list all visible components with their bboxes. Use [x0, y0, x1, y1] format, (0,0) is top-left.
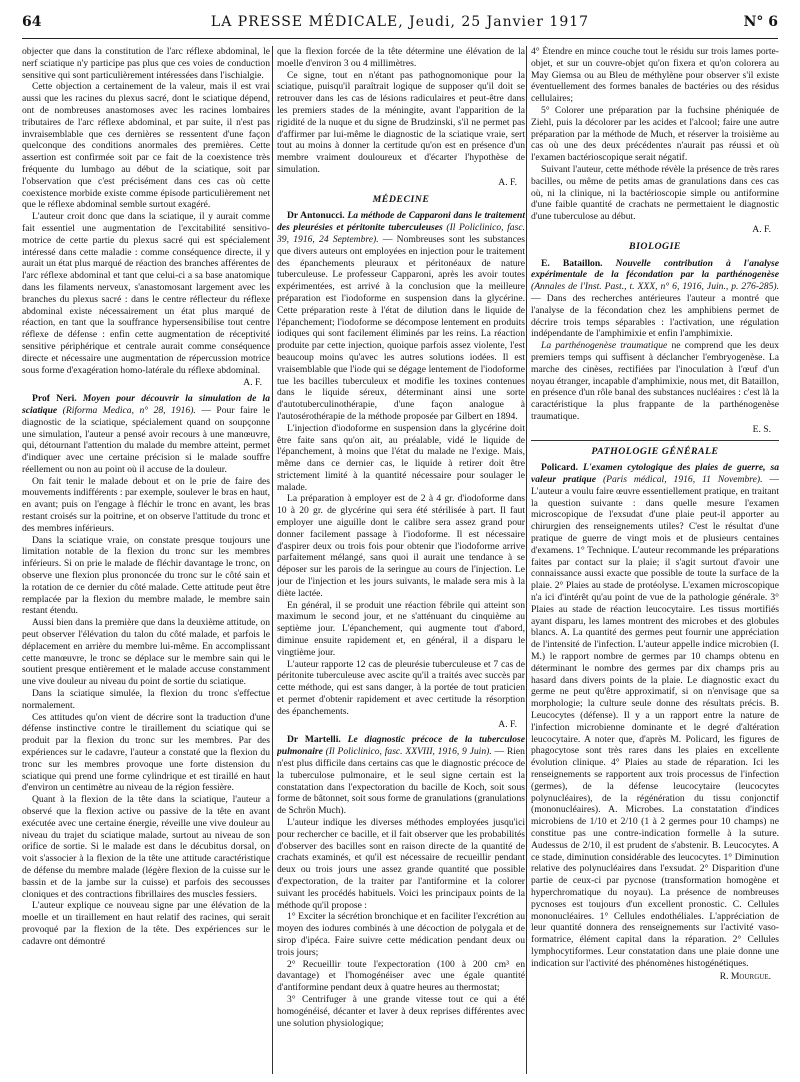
entry-text: — Dans des recherches antérieures l'auteur a montré que l'analyse de la fécondation chez les amphibiens permet de décrire trois temps séparables : l'activation, une régulation indépendante de l'amphimixie et enfin l'amphimixie. — [531, 292, 779, 340]
paragraph: On fait tenir le malade debout et on le prie de faire des mouvements indifférents : par exemple, soulever le bras en haut, en avant; puis on l'engage à fléchir le tronc en avant, les bras restant croisés sur la poitrine, et on observe l'attitude du tronc et des membres inférieurs. — [22, 475, 270, 534]
journal-title: LA PRESSE MÉDICALE, Jeudi, 25 Janvier 1917 — [210, 14, 590, 30]
page-header — [22, 0, 778, 44]
paragraph: 1° Exciter la sécrétion bronchique et en faciliter l'excrétion au moyen des iodures combinés à une décoction de polygala et de sirop d'ipéca. Faire suivre cette médication pendant deux ou trois jours; — [277, 911, 525, 958]
entry-author: Dr Martelli. — [287, 734, 341, 746]
review-entry-neri — [22, 393, 270, 476]
column-divider — [272, 46, 273, 1074]
paragraph: Dans la sciatique simulée, la flexion du tronc s'effectue normalement. — [22, 688, 270, 711]
paragraph: Ce signe, tout en n'étant pas pathognomonique pour la sciatique, puisqu'il paraîtrait logique de supposer qu'il doit se retrouver dans les cas de lésions radiculaires et peut-être dans les premiers stades de la méningite, avant l'apparition de la rigidité de la nuque et du signe de Brudzinski, s'il ne permet pas d'affirmer par lui-même le diagnostic de la sciatique vraie, sert tout au moins à donner la certitude qu'on est en présence d'un membre vraiment douloureux et d'écarter l'hypothèse de simulation. — [277, 69, 525, 175]
entry-text: — Nombreuses sont les substances que divers auteurs ont employées en injection pour le traitement des épanchements pleuraux et péritonéaux de nature tuberculeuse. Le professeur Capparoni, après les avoir toutes expérimentées, est arrivé à la conclusion que la meilleure préparation est l'iodoforme en suspension dans la glycérine. Cette préparation reste à l'état de dilution dans le liquide de l'épanchement; l'iodoforme se décompose lentement en produits iodiques qui sont facilement éliminés par les reins. La réaction produite par cette injection, quoique parfois assez violente, l'est beaucoup moins qu'avec les autres solutions iodées. Il est vraisemblable que l'iode qui se dégage lentement de l'iodoforme tue les bacilles tuberculeux et modifie les toxines contenues dans le liquide séreux, déterminant ainsi une sorte d'autotuberculinothérapie, d'une façon analogue à l'autosérothérapie de la méthode proposée par Gilbert en 1894. — [277, 233, 525, 422]
page-number: 64 — [22, 14, 42, 30]
paragraph: L'auteur croit donc que dans la sciatique, il y aurait comme fait essentiel une augmentation de l'excitabilité sensitivo-motrice de cette partie du plexus sacré qui est spécialement intéressé dans cette maladie : comme conséquence directe, il y aurait un état plus marqué de réaction des branches afférentes de l'arc réflexe abdominal et tant que celui-ci a sa base anatomique dans les filaments nerveux, s'anastomosant largement avec les branches du plexus sacré : dans le centre réflecteur du réflexe abdominal existe nécessairement un état plus marqué de réaction, en tant que la souffrance hypersensibilise tout centre réflexe de défense : enfin cette augmentation de réceptivité sensitive périphérique et centrale aurait comme conséquence directe et nécessaire une augmentation de répercussion motrice sous forme d'exagération homo-latérale du réflexe abdominal. — [22, 211, 270, 376]
paragraph: Aussi bien dans la première que dans la deuxième attitude, on peut observer l'élévation du talon du côté malade, et parfois le déplacement en arrière du membre lui-même. En accomplissant cette manœuvre, le tronc se déplace sur le membre sain qui le soutient presque entièrement et le malade accuse constamment une vive douleur au niveau du point de sortie du sciatique. — [22, 617, 270, 688]
entry-source: (Riforma Medica, n° 28, 1916). — [62, 404, 196, 416]
review-entry-bataillon — [531, 258, 779, 341]
entry-source: (Il Policlinico, fasc. 39, 1916, 24 Septembre). — [277, 222, 525, 245]
header-rule — [22, 38, 778, 39]
paragraph: 4° Étendre en mince couche tout le résidu sur trois lames porte-objet, et sur un couvre-objet qu'on fixera et qu'on colorera au May Giemsa ou au Bleu de méthylène pour observer s'il existe éventuellement des formes banales de bactéries ou des résidus cellulaires; — [531, 46, 779, 105]
paragraph: 2° Recueillir toute l'expectoration (100 à 200 cm³ en davantage) et l'homogénéiser avec une égale quantité d'antiformine pendant deux à quatre heures au thermostat; — [277, 958, 525, 994]
entry-author: Dr Antonucci. — [287, 210, 345, 222]
signature: E. S. — [752, 423, 771, 435]
paragraph: Quant à la flexion de la tête dans la sciatique, l'auteur a observé que la flexion active ou passive de la tête en avant exécutée avec une certaine énergie, réveille une vive douleur au niveau du trajet du sciatique malade, surtout au niveau de son orifice de sortie. Si le malade est dans le décubitus dorsal, on voit s'associer à la flexion de la tête une attitude caractéristique de défense du membre malade (légère flexion de la cuisse sur le bassin et de la jambe sur la cuisse) et parfois des secousses cloniques et des contractions fibrillaires des muscles fessiers. — [22, 794, 270, 900]
paragraph-text: ne comprend que les deux premiers temps qui suffisent à déclancher l'embryogenèse. La marche des cinèses, rectifiées par l'inoculation à l'œuf d'un noyau étranger, incapable d'amphimixie, nous met, dit Bataillon, en présence d'un rôle banal des substances nucléaires : c'est là la caractéristique la plus frappante de la parthénogenèse traumatique. — [531, 340, 779, 422]
column-1 — [22, 46, 270, 1074]
entry-text: — Rien n'est plus difficile dans certains cas que le diagnostic précoce de la tuberculose pulmonaire, et le seul signe certain est la constatation dans l'expectoration du bacille de Koch, soit sous forme de bâtonnet, soit sous forme de granulations (granulations de Schrön Much). — [277, 746, 525, 817]
entry-source: (Annales de l'Inst. Past., t. XXX, n° 6, 1916, Juin., p. 276-285). — [531, 281, 779, 293]
section-heading-biologie: BIOLOGIE — [629, 240, 681, 252]
signature: R. Mourgue. — [719, 970, 771, 982]
section-rule — [531, 440, 779, 441]
issue-number: N° 6 — [743, 14, 778, 30]
paragraph: 5° Colorer une préparation par la fuchsine phéniquée de Ziehl, puis la décolorer par les acides et l'alcool; faire une autre préparation par la méthode de Much, et réserver la troisième au cas où une des deux précédentes n'aurait pas réussi et où l'examen bactérioscopique serait négatif. — [531, 104, 779, 164]
signature: A. F. — [752, 223, 771, 235]
paragraph: Dans la sciatique vraie, on constate presque toujours une limitation notable de la flexion du tronc sur les membres inférieurs. Si on prie le malade de fléchir davantage le tronc, on observe une flexion plus prononcée du tronc sur le côté sain et la rotation de ce dernier du côté malade. Cette attitude peut être remplacée par la flexion du membre malade, le membre sain restant étendu. — [22, 534, 270, 617]
paragraph: L'auteur rapporte 12 cas de pleurésie tuberculeuse et 7 cas de péritonite tuberculeuse avec ascite qu'il a traités avec succès par cette méthode, qui est sans danger, à la portée de tout praticien et permet d'obtenir rapidement et avec certitude la résorption des épanchements. — [277, 658, 525, 717]
signature: A. F. — [498, 718, 517, 730]
paragraph: L'injection d'iodoforme en suspension dans la glycérine doit être faite sans qu'on ait, au préalable, vidé le liquide de l'épanchement, à moins que l'état du malade ne l'exige. Mais, même dans ce dernier cas, le liquide à retirer doit être strictement limité à la quantité nécessaire pour soulager le malade. — [277, 422, 525, 493]
paragraph: En général, il se produit une réaction fébrile qui atteint son maximum le second jour, et ne s'atténuant du cinquième au septième jour. L'épanchement, qui augmente tout d'abord, diminue ensuite rapidement et, en général, il a disparu le vingtième jour. — [277, 599, 525, 658]
entry-title: L'examen cytologique des plaies de guerre, sa valeur pratique — [531, 462, 779, 486]
entry-text: — Pour faire le diagnostic de la sciatique, spécialement quand on soupçonne une simulation, l'auteur a pensé avoir recours à une manœuvre, qui, détournant l'attention du malade du membre atteint, permet d'indiquer avec une certaine précision si le malade souffre réellement ou non au point où il accuse de la douleur. — [22, 404, 270, 475]
column-2 — [277, 46, 525, 1074]
entry-author: Prof Neri. — [32, 393, 77, 405]
entry-text: — L'auteur a voulu faire œuvre essentiellement pratique, en traitant la question suivante : dans quelle mesure l'examen microscopique de l'exsudat d'une plaie peut-il apporter au chirurgien des renseignements utiles? C'est le résultat d'une pratique de guerre de vingt mois et de plusieurs centaines d'examens. 1° Technique. L'auteur recommande les préparations faites par contact sur la plaie; il s'agit surtout d'avoir une connaissance aussi exacte que possible de toute la surface de la plaie. 2° Plaies au stade de protéolyse. L'examen microscopique n'a ici d'intérêt qu'au point de vue de la pathologie générale. 3° Plaies au stade de réaction leucocytaire. Les tissus mortifiés ayant disparu, les lames montrent des microbes et des globules blancs. A. La quantité des germes peut fournir une appréciation de l'intensité de l'infection. L'auteur appelle indice microbien (I. M.) le rapport nombre de germes par 10 champs obtenu en déterminant le nombre des germes par dix champs pris au hasard dans divers points de la plaie. Le diagnostic exact du germe ne peut qu'être approximatif, si on n'envisage que sa morphologie; la culture seule donne des résultats précis. B. Leucocytes (défense). Il y a un rapport entre la nature de l'infection microbienne dominante et le degré d'altération leucocytaire. A noter que, d'après M. Policard, les figures de phagocytose sont très rares dans les plaies en excellente évolution clinique. 4° Plaies au stade de réparation. Ici les renseignements se rapportent aux trois processus de l'infection (germes), de la défense leucocytaire (leucocytes polynucléaires), de la régénération du tissu conjonctif (mononucléaires). A. Microbes. La constatation d'indices microbiens de 1/10 et 2/10 (1 à 2 germes pour 10 champs) ne constitue pas une contre-indication formelle à la suture. Audessus de 2/10, il est prudent de s'abstenir. B. Leucocytes. A ce stade, diminution considérable des leucocytes. 1° Diminution relative des polynucléaires dans l'exsudat. 2° Disparition d'une partie de ceux-ci par pycnose (transformation homogène et hyperchromatique du noyau). La présence de nombreuses pycnoses est toujours d'un excellent pronostic. C. Cellules mononucléaires. 1° Cellules endothéliales. L'appréciation de leur quantité donnera des renseignements sur l'activité vaso-formatrice, élément capital dans la réparation. 2° Cellules lymphocytiformes. Leur constatation dans une plaie donne une indication sur l'activité des phénomènes histogénétiques. — [531, 474, 779, 969]
section-heading-pathologie-generale: PATHOLOGIE GÉNÉRALE — [591, 445, 719, 457]
paragraph: 3° Centrifuger à une grande vitesse tout ce qui a été homogénéisé, décanter et laver à deux reprises différentes avec une solution physiologique; — [277, 993, 525, 1029]
signature: A. F. — [243, 377, 262, 389]
entry-source: (Il Policlinico, fasc. XXVIII, 1916, 9 Juin). — [325, 746, 492, 758]
entry-source: (Paris médical, 1916, 11 Novembre). — [602, 474, 763, 486]
entry-author: E. Bataillon. — [541, 257, 603, 269]
paragraph: Cette objection a certainement de la valeur, mais il est vrai aussi que les racines du plexus sacré, dont le sciatique dépend, ont de nombreuses anastomoses avec les racines lombaires tributaires de l'arc réflexe abdominal, et par suite, il n'est pas invraisemblable que ces dernières se ressentent d'une façon quelconque des conditions anormales des premières. Cette assertion est confirmée soit par ce fait de la coexistence très fréquente du lumbago au début de la sciatique, soit par l'observation que c'est précisément dans ces cas où cette coexistence morbide existe comme épisode particulièrement net que le réflexe abdominal semble surtout exagéré. — [22, 81, 270, 211]
section-heading-medecine: MÉDECINE — [372, 193, 430, 205]
paragraph: Ces attitudes qu'on vient de décrire sont la traduction d'une défense instinctive contre le tiraillement du sciatique qui se produit par la flexion du tronc sur les membres. Par des expériences sur le cadavre, l'auteur a constaté que la flexion du tronc sur les membres provoque une forte distension du sciatique qui prend une forme cylindrique et est tiraillé en haut d'environ un centimètre au niveau de la région fessière. — [22, 711, 270, 794]
paragraph: L'auteur explique ce nouveau signe par une élévation de la moelle et un tiraillement en haut relatif des racines, qui serait provoqué par la flexion de la tête. Des expériences sur le cadavre ont démontré — [22, 900, 270, 947]
paragraph: Suivant l'auteur, cette méthode révèle la présence de très rares bacilles, ou même de petits amas de granulations dans ces cas où, ni la clinique, ni la bactérioscopie simple ou antiformine d'une faible quantité de crachats ne permettaient le diagnostic d'une tuberculose au début. — [531, 163, 779, 223]
paragraph: que la flexion forcée de la tête détermine une élévation de la moelle d'environ 3 ou 4 millimètres. — [277, 46, 525, 69]
entry-title: Le diagnostic précoce de la tuberculose pulmonaire — [277, 734, 525, 758]
entry-title: Moyen pour découvrir la simulation de la sciatique — [22, 393, 270, 416]
paragraph — [531, 340, 779, 423]
entry-title: Nouvelle contribution à l'analyse expérimentale de la fécondation par la parthénogenèse — [531, 257, 779, 281]
paragraph: objecter que dans la constitution de l'arc réflexe abdominal, le nerf sciatique n'y participe pas plus que ces voies de conduction sensitive qui sont particulièrement intéressées dans l'ischialgie. — [22, 46, 270, 81]
entry-title: La méthode de Capparoni dans le traitement des pleurésies et péritonite tuberculeuses — [277, 210, 525, 234]
signature: A. F. — [498, 176, 517, 188]
review-entry-policard — [531, 462, 779, 969]
review-entry-antonucci — [277, 210, 525, 422]
paragraph: L'auteur indique les diverses méthodes employées jusqu'ici pour rechercher ce bacille, et il fait observer que les probabilités d'observer des bacilles sont en raison directe de la quantité de crachats examinés, et qu'il est nécessaire de recueillir pendant deux ou trois jours une assez grande quantité que possible d'expectoration, de la traiter par l'antiformine et la colorer suivant les procédés habituels. Voici les principaux points de la méthode qu'il propose : — [277, 817, 525, 911]
column-3 — [531, 46, 779, 1074]
column-divider — [526, 46, 527, 1074]
review-entry-martelli — [277, 734, 525, 817]
entry-author: Policard. — [541, 462, 579, 474]
paragraph: La préparation à employer est de 2 à 4 gr. d'iodoforme dans 10 à 20 gr. de glycérine qui sera été stérilisée à part. Il faut employer une aiguille dont le calibre sera assez grand pour donner facilement passage à l'iodoforme. Il est nécessaire d'aspirer deux ou trois fois pour obtenir que l'iodoforme arrive parfaitement mélangé, sans quoi il aurait une tendance à se déposer sur les parois de la seringue au cours de l'injection. Le jour de l'injection et les jours suivants, le malade sera mis à la diète lactée. — [277, 493, 525, 599]
emphasis-text: La parthénogenèse traumatique — [541, 340, 668, 352]
